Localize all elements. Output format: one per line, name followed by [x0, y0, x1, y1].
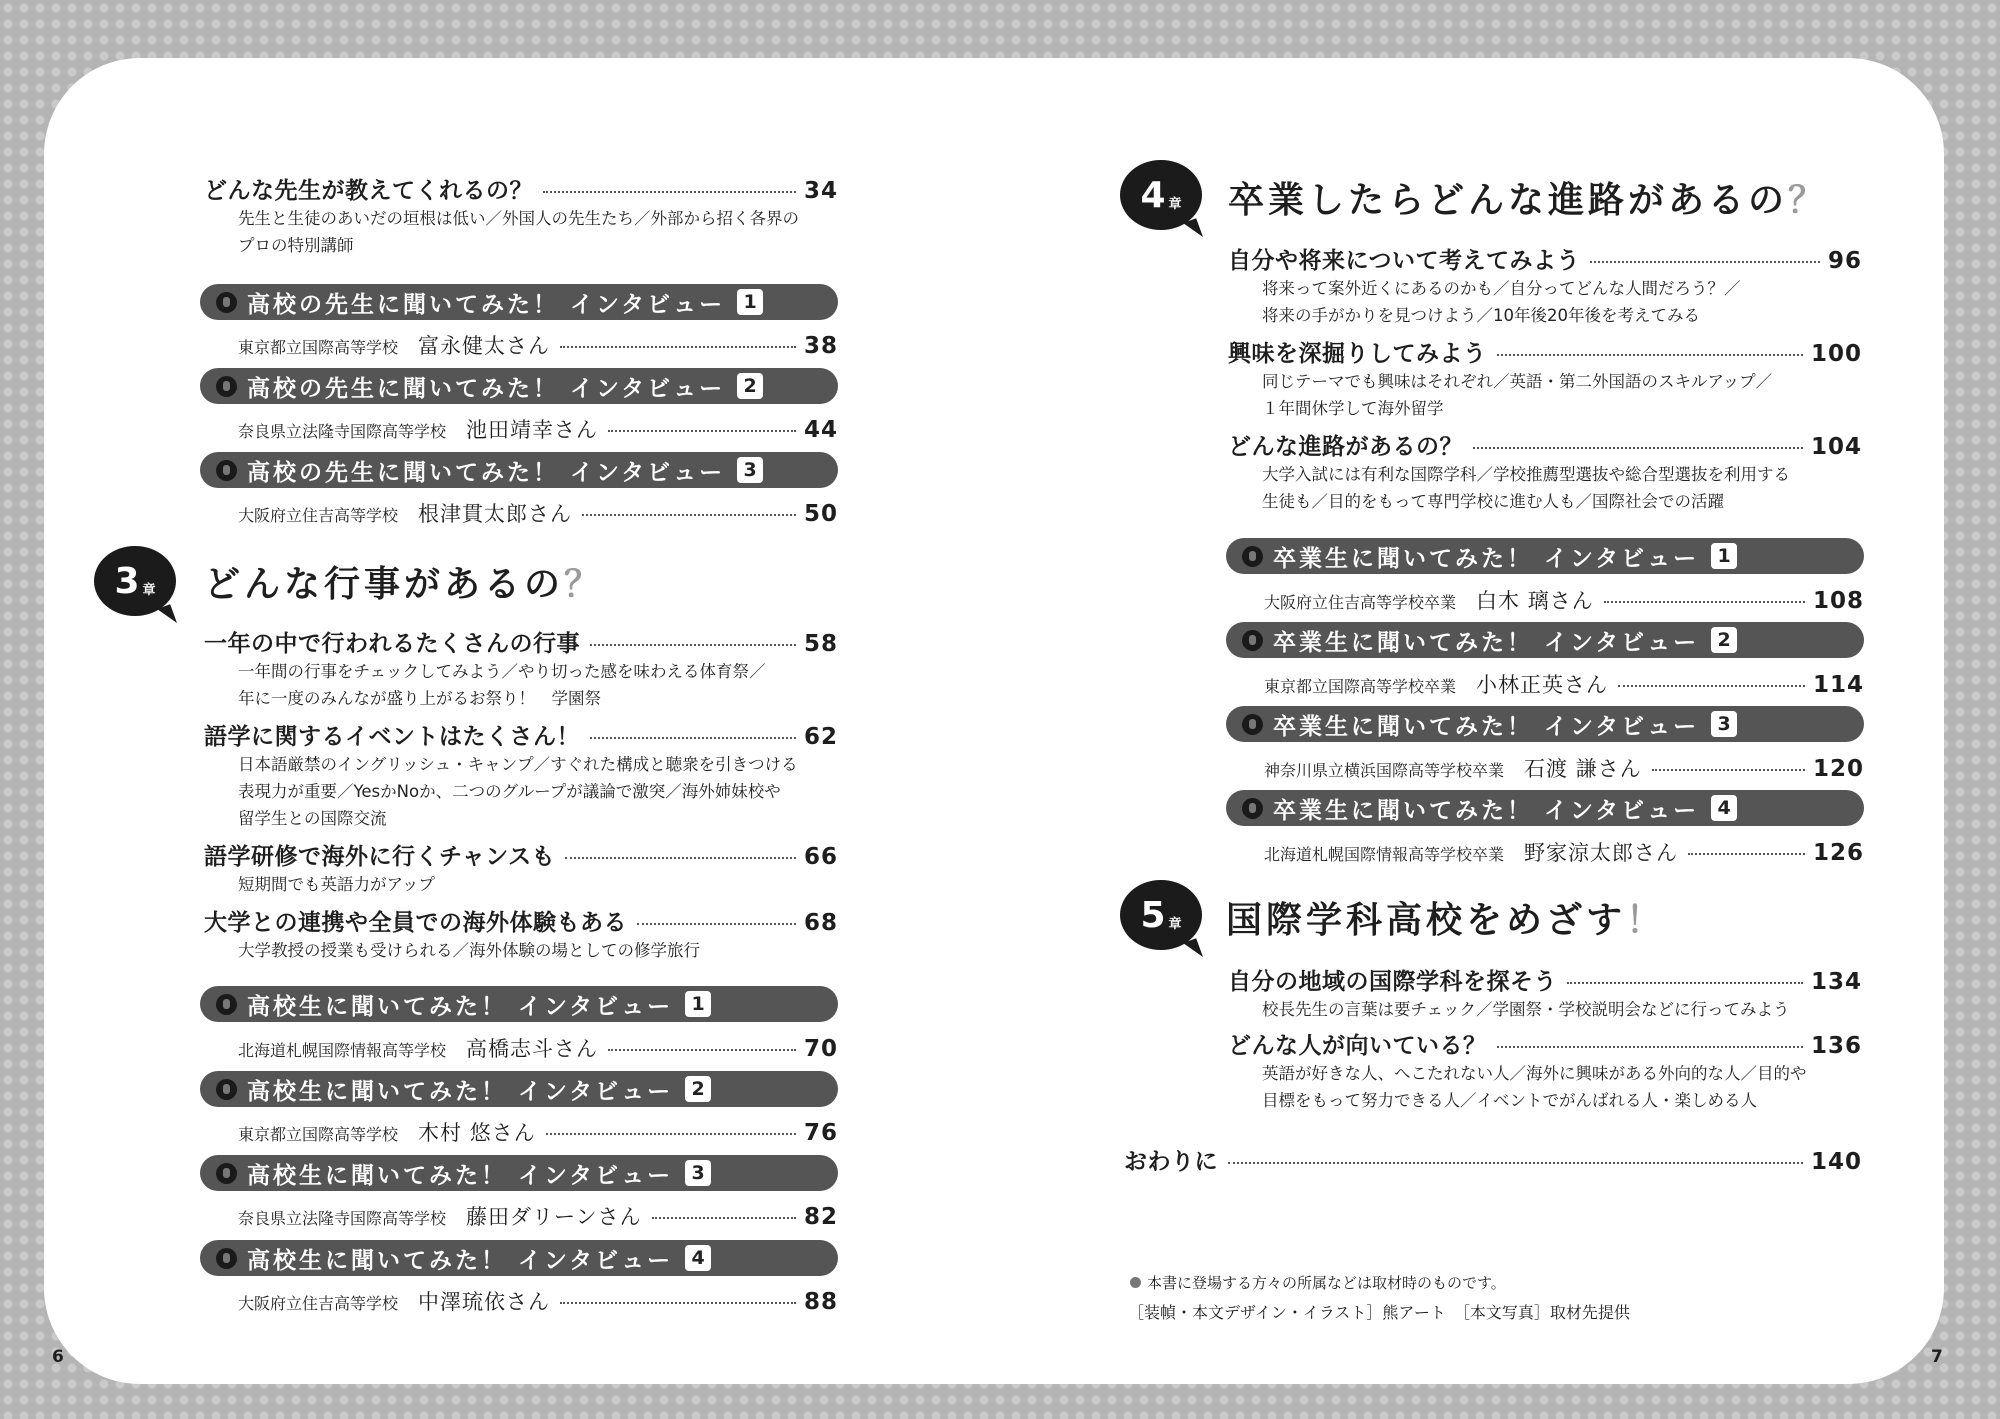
page-number: 88: [803, 1289, 838, 1315]
entry-title: 自分の地域の国際学科を探そう: [1228, 969, 1557, 995]
banner-number: 2: [1711, 627, 1737, 653]
entry-title: 語学研修で海外に行くチャンスも: [204, 844, 556, 870]
chapter-kanji: 章: [142, 582, 156, 598]
page-number: 114: [1812, 672, 1864, 698]
chapter-kanji: 章: [1168, 916, 1182, 932]
school-name: 大阪府立住吉高等学校: [238, 506, 399, 525]
dot-leader: [590, 737, 796, 739]
interviewee-name: 富永健太さん: [418, 334, 551, 358]
interviewee-name: 木村 悠さん: [418, 1121, 536, 1145]
interviewee-name: 藤田ダリーンさん: [466, 1205, 642, 1229]
toc-entry-teachers[interactable]: [204, 172, 838, 259]
interviewee-name: 根津貫太郎さん: [418, 502, 573, 526]
subtopic-line: 校長先生の言葉は要チェック／学園祭・学校説明会などに行ってみよう: [1262, 1000, 1790, 1019]
chapter-5-badge: [1120, 880, 1202, 950]
interviewee-name: 野家涼太郎さん: [1524, 841, 1679, 865]
subtopic-line: 同じテーマでも興味はそれぞれ／英語・第二外国語のスキルアップ／: [1262, 372, 1773, 391]
chapter-title-text: どんな行事があるの: [204, 564, 565, 605]
interviewee-name: 中澤琉依さん: [418, 1290, 551, 1314]
school-name: 大阪府立住吉高等学校卒業: [1264, 593, 1457, 612]
microphone-icon: [1242, 714, 1263, 735]
teacher-interview-banner-1: [200, 284, 838, 320]
microphone-icon: [1242, 798, 1263, 819]
banner-label: 高校生に聞いてみた！ インタビュー: [247, 1162, 674, 1189]
dot-leader: [1652, 769, 1805, 771]
dot-leader: [546, 1133, 796, 1135]
page-number: 50: [803, 501, 838, 527]
interviewee-name: 高橋志斗さん: [466, 1037, 599, 1061]
subtopic-line: 日本語厳禁のイングリッシュ・キャンプ／すぐれた構成と聴衆を引きつける: [238, 755, 798, 774]
bullet-icon: [1130, 1277, 1141, 1288]
subtopic-line: 先生と生徒のあいだの垣根は低い／外国人の先生たち／外部から招く各界の: [238, 209, 799, 228]
chapter-number: 5: [1140, 894, 1166, 936]
dot-leader: [1497, 1046, 1803, 1048]
alumni-interview-banner-2: [1226, 622, 1864, 658]
dot-leader: [560, 1302, 796, 1304]
microphone-icon: [216, 1163, 237, 1184]
chapter-number: 3: [114, 560, 140, 602]
alumni-interview-entry-1[interactable]: [1232, 585, 1864, 615]
subtopic-line: 将来の手がかりを見つけよう／10年後20年後を考えてみる: [1262, 306, 1700, 325]
banner-label: 高校の先生に聞いてみた！ インタビュー: [247, 375, 726, 402]
alumni-interview-entry-2[interactable]: [1232, 669, 1864, 699]
subtopic-line: 留学生との国際交流: [238, 809, 387, 828]
page-number: 62: [803, 724, 838, 750]
microphone-icon: [216, 376, 237, 397]
entry-title: どんな先生が教えてくれるの？: [204, 178, 533, 204]
page-number: 136: [1810, 1033, 1862, 1059]
toc-entry-afterword[interactable]: [1124, 1143, 1862, 1176]
school-name: 北海道札幌国際情報高等学校: [238, 1041, 447, 1060]
student-interview-entry-1[interactable]: [206, 1033, 838, 1063]
toc-entry-interests[interactable]: [1228, 335, 1862, 422]
entry-subtopics: [1228, 368, 1862, 422]
chapter-kanji: 章: [1168, 196, 1182, 212]
entry-subtopics: [204, 871, 838, 898]
banner-label: 高校生に聞いてみた！ インタビュー: [247, 1247, 674, 1274]
dot-leader: [590, 644, 796, 646]
subtopic-line: 年に一度のみんなが盛り上がるお祭り！ 学園祭: [238, 689, 601, 708]
page-number: 70: [803, 1036, 838, 1062]
subtopic-line: 目標をもって努力できる人／イベントでがんばれる人・楽しめる人: [1262, 1091, 1757, 1110]
dot-leader: [1228, 1162, 1803, 1164]
chapter-4-title: [1228, 172, 1828, 223]
microphone-icon: [216, 1079, 237, 1100]
page-number: 66: [803, 844, 838, 870]
subtopic-line: 生徒も／目的をもって専門学校に進む人も／国際社会での活躍: [1262, 492, 1724, 511]
subtopic-line: 将来って案外近くにあるのかも／自分ってどんな人間だろう？／: [1262, 279, 1741, 298]
entry-subtopics: [204, 205, 838, 259]
school-name: 東京都立国際高等学校卒業: [1264, 677, 1457, 696]
teacher-interview-entry-2[interactable]: [206, 414, 838, 444]
school-name: 北海道札幌国際情報高等学校卒業: [1264, 845, 1505, 864]
entry-title: 興味を深掘りしてみよう: [1228, 341, 1487, 367]
student-interview-banner-3: [200, 1155, 838, 1191]
chapter-3-title: [204, 556, 604, 607]
page-number: 34: [803, 178, 838, 204]
microphone-icon: [216, 1248, 237, 1269]
dot-leader: [560, 346, 796, 348]
page-number: 68: [803, 910, 838, 936]
dot-leader: [1688, 853, 1805, 855]
banner-number: 1: [1711, 543, 1737, 569]
entry-title: どんな人が向いている？: [1228, 1033, 1487, 1059]
banner-label: 卒業生に聞いてみた！ インタビュー: [1273, 545, 1700, 572]
entry-subtopics: [1228, 1060, 1862, 1114]
page-number: 82: [803, 1204, 838, 1230]
student-interview-banner-4: [200, 1240, 838, 1276]
subtopic-line: 大学入試には有利な国際学科／学校推薦型選抜や総合型選抜を利用する: [1262, 465, 1790, 484]
teacher-interview-entry-3[interactable]: [206, 498, 838, 528]
toc-entry-study-abroad[interactable]: [204, 838, 838, 898]
dot-leader: [1604, 601, 1805, 603]
banner-number: 3: [685, 1160, 711, 1186]
school-name: 東京都立国際高等学校: [238, 338, 399, 357]
page-number: 58: [803, 631, 838, 657]
dot-leader: [652, 1217, 796, 1219]
student-interview-entry-2[interactable]: [206, 1117, 838, 1147]
student-interview-banner-2: [200, 1071, 838, 1107]
microphone-icon: [216, 994, 237, 1015]
banner-number: 2: [737, 373, 763, 399]
entry-title: 一年の中で行われるたくさんの行事: [204, 631, 580, 657]
alumni-interview-entry-3[interactable]: [1232, 753, 1864, 783]
entry-title: 大学との連携や全員での海外体験もある: [204, 910, 627, 936]
dot-leader: [1567, 982, 1803, 984]
subtopic-line: 表現力が重要／YesかNoか、二つのグループが議論で激突／海外姉妹校や: [238, 782, 781, 801]
entry-title: 自分や将来について考えてみよう: [1228, 248, 1581, 274]
school-name: 奈良県立法隆寺国際高等学校: [238, 1209, 447, 1228]
page-number: 100: [1810, 341, 1862, 367]
dot-leader: [543, 191, 796, 193]
toc-entry-who-fits[interactable]: [1228, 1027, 1862, 1114]
school-name: 奈良県立法隆寺国際高等学校: [238, 422, 447, 441]
banner-number: 4: [1711, 795, 1737, 821]
chapter-title-mark: ！: [1626, 900, 1667, 941]
page-number: 104: [1810, 434, 1862, 460]
banner-number: 1: [737, 289, 763, 315]
toc-entry-career-paths[interactable]: [1228, 428, 1862, 515]
entry-subtopics: [1228, 275, 1862, 329]
toc-entry-language-events[interactable]: [204, 718, 838, 832]
teacher-interview-banner-3: [200, 452, 838, 488]
student-interview-entry-4[interactable]: [206, 1286, 838, 1316]
chapter-title-text: 国際学科高校をめざす: [1226, 900, 1627, 941]
dot-leader: [582, 514, 796, 516]
dot-leader: [608, 1049, 796, 1051]
student-interview-entry-3[interactable]: [206, 1201, 838, 1231]
note-text: 本書に登場する方々の所属などは取材時のものです。: [1147, 1274, 1506, 1292]
page-number: 140: [1810, 1149, 1862, 1175]
banner-label: 高校生に聞いてみた！ インタビュー: [247, 993, 674, 1020]
page-number: 96: [1827, 248, 1862, 274]
school-name: 大阪府立住吉高等学校: [238, 1294, 399, 1313]
affiliation-note: [1130, 1272, 1506, 1293]
toc-entry-events[interactable]: [204, 625, 838, 712]
interviewee-name: 小林正英さん: [1476, 673, 1609, 697]
entry-title: おわりに: [1124, 1149, 1218, 1175]
page-folio-right: 7: [1931, 1347, 1943, 1367]
banner-label: 高校の先生に聞いてみた！ インタビュー: [247, 291, 726, 318]
entry-subtopics: [1228, 461, 1862, 515]
chapter-title-text: 卒業したらどんな進路があるの: [1228, 180, 1789, 221]
banner-label: 卒業生に聞いてみた！ インタビュー: [1273, 713, 1700, 740]
subtopic-line: 大学教授の授業も受けられる／海外体験の場としての修学旅行: [238, 941, 700, 960]
banner-number: 3: [1711, 711, 1737, 737]
dot-leader: [608, 430, 796, 432]
page-number: 44: [803, 417, 838, 443]
banner-label: 高校の先生に聞いてみた！ インタビュー: [247, 459, 726, 486]
banner-label: 卒業生に聞いてみた！ インタビュー: [1273, 797, 1700, 824]
interviewee-name: 白木 璃さん: [1476, 589, 1594, 613]
dot-leader: [565, 857, 796, 859]
subtopic-line: 短期間でも英語力がアップ: [238, 875, 435, 894]
page-folio-left: 6: [52, 1347, 64, 1367]
subtopic-line: 一年間の行事をチェックしてみよう／やり切った感を味わえる体育祭／: [238, 662, 766, 681]
dot-leader: [1473, 447, 1803, 449]
banner-label: 卒業生に聞いてみた！ インタビュー: [1273, 629, 1700, 656]
interviewee-name: 石渡 謙さん: [1524, 757, 1642, 781]
teacher-interview-banner-2: [200, 368, 838, 404]
teacher-interview-entry-1[interactable]: [206, 330, 838, 360]
entry-subtopics: [204, 937, 838, 964]
credits-line: ［装幀・本文デザイン・イラスト］熊アート ［本文写真］取材先提供: [1128, 1303, 1630, 1322]
subtopic-line: 英語が好きな人、へこたれない人／海外に興味がある外向的な人／目的や: [1262, 1064, 1807, 1083]
entry-title: 語学に関するイベントはたくさん！: [204, 724, 580, 750]
banner-label: 高校生に聞いてみた！ インタビュー: [247, 1078, 674, 1105]
banner-number: 2: [685, 1076, 711, 1102]
alumni-interview-banner-4: [1226, 790, 1864, 826]
dot-leader: [1618, 685, 1805, 687]
alumni-interview-banner-1: [1226, 538, 1864, 574]
subtopic-line: プロの特別講師: [238, 236, 354, 255]
chapter-title-mark: ？: [1788, 180, 1829, 221]
page-number: 38: [803, 333, 838, 359]
alumni-interview-banner-3: [1226, 706, 1864, 742]
chapter-title-mark: ？: [564, 564, 605, 605]
dot-leader: [1497, 354, 1803, 356]
toc-entry-university[interactable]: [204, 904, 838, 964]
microphone-icon: [1242, 630, 1263, 651]
chapter-5-title: [1226, 892, 1666, 943]
school-name: 神奈川県立横浜国際高等学校卒業: [1264, 761, 1505, 780]
toc-entry-future[interactable]: [1228, 242, 1862, 329]
microphone-icon: [1242, 546, 1263, 567]
page-number: 126: [1812, 840, 1864, 866]
banner-number: 1: [685, 991, 711, 1017]
page-number: 108: [1812, 588, 1864, 614]
chapter-3-badge: [94, 546, 176, 616]
page-number: 134: [1810, 969, 1862, 995]
chapter-number: 4: [1140, 174, 1166, 216]
entry-subtopics: [204, 658, 838, 712]
microphone-icon: [216, 460, 237, 481]
interviewee-name: 池田靖幸さん: [466, 418, 599, 442]
banner-number: 4: [685, 1245, 711, 1271]
student-interview-banner-1: [200, 986, 838, 1022]
banner-number: 3: [737, 457, 763, 483]
entry-subtopics: [1228, 996, 1862, 1023]
page-number: 120: [1812, 756, 1864, 782]
dot-leader: [1590, 261, 1820, 263]
entry-subtopics: [204, 751, 838, 832]
microphone-icon: [216, 292, 237, 313]
alumni-interview-entry-4[interactable]: [1232, 837, 1864, 867]
dot-leader: [637, 923, 796, 925]
toc-entry-find-school[interactable]: [1228, 963, 1862, 1023]
page-number: 76: [803, 1120, 838, 1146]
entry-title: どんな進路があるの？: [1228, 434, 1463, 460]
school-name: 東京都立国際高等学校: [238, 1125, 399, 1144]
chapter-4-badge: [1120, 160, 1202, 230]
subtopic-line: １年間休学して海外留学: [1262, 399, 1444, 418]
